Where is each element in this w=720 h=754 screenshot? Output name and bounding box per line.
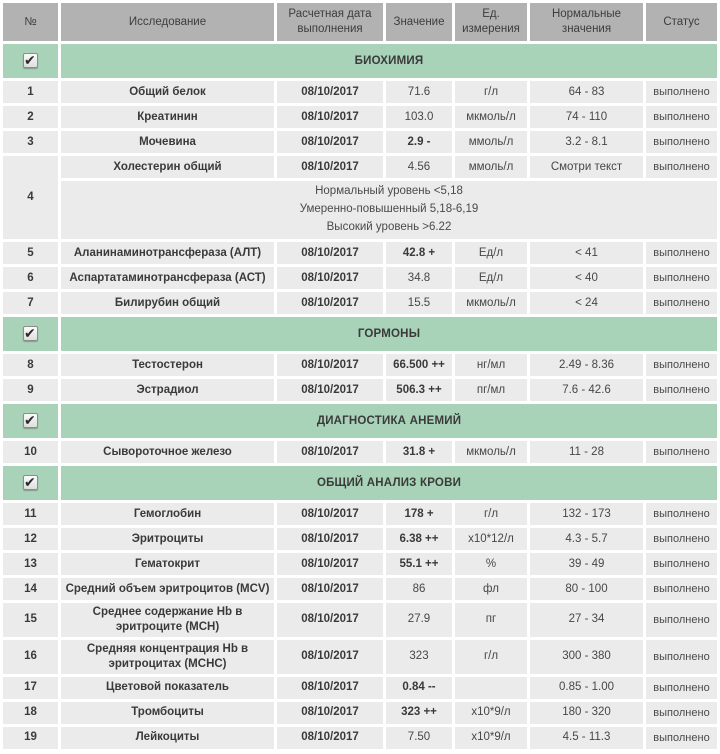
table-row xyxy=(3,379,717,401)
section-checkbox[interactable] xyxy=(23,475,38,490)
status-label: выполнено xyxy=(646,578,717,600)
status-label: выполнено xyxy=(646,354,717,376)
test-value: 7.50 xyxy=(386,727,452,749)
test-unit: % xyxy=(455,553,527,575)
status-label: выполнено xyxy=(646,503,717,525)
test-value: 42.8 + xyxy=(386,242,452,264)
test-name: Эстрадиол xyxy=(61,379,274,401)
section-checkbox-cell xyxy=(3,404,58,438)
table-row xyxy=(3,578,717,600)
normal-range: 0.85 - 1.00 xyxy=(530,677,643,699)
test-value: 66.500 ++ xyxy=(386,354,452,376)
row-number: 7 xyxy=(3,292,58,314)
col-header-normal: Нормальные значения xyxy=(530,3,643,41)
row-number: 10 xyxy=(3,441,58,463)
test-unit: фл xyxy=(455,578,527,600)
table-row xyxy=(3,702,717,724)
checkmark-icon: ✔ xyxy=(24,325,36,342)
status-label: выполнено xyxy=(646,702,717,724)
test-value: 178 + xyxy=(386,503,452,525)
table-row xyxy=(3,528,717,550)
test-name: Мочевина xyxy=(61,131,274,153)
test-value: 27.9 xyxy=(386,603,452,637)
normal-range: Смотри текст xyxy=(530,156,643,178)
normal-range: 74 - 110 xyxy=(530,106,643,128)
row-number: 14 xyxy=(3,578,58,600)
test-unit: мкмоль/л xyxy=(455,441,527,463)
test-value: 0.84 -- xyxy=(386,677,452,699)
test-name: Эритроциты xyxy=(61,528,274,550)
table-row xyxy=(3,727,717,749)
test-name: Билирубин общий xyxy=(61,292,274,314)
test-unit: ммоль/л xyxy=(455,156,527,178)
test-date: 08/10/2017 xyxy=(277,379,383,401)
test-value: 31.8 + xyxy=(386,441,452,463)
test-unit: мкмоль/л xyxy=(455,106,527,128)
checkmark-icon: ✔ xyxy=(24,412,36,429)
test-unit: x10*9/л xyxy=(455,727,527,749)
normal-range: 300 - 380 xyxy=(530,640,643,674)
row-number: 6 xyxy=(3,267,58,289)
test-date: 08/10/2017 xyxy=(277,156,383,178)
normal-range: 7.6 - 42.6 xyxy=(530,379,643,401)
row-number: 8 xyxy=(3,354,58,376)
status-label: выполнено xyxy=(646,640,717,674)
status-label: выполнено xyxy=(646,379,717,401)
test-date: 08/10/2017 xyxy=(277,267,383,289)
col-header-num: № xyxy=(3,3,58,41)
test-unit: мкмоль/л xyxy=(455,292,527,314)
row-number: 15 xyxy=(3,603,58,637)
test-date: 08/10/2017 xyxy=(277,640,383,674)
table-row xyxy=(3,131,717,153)
test-name: Среднее содержание Hb в эритроците (MCH) xyxy=(61,603,274,637)
test-value: 55.1 ++ xyxy=(386,553,452,575)
status-label: выполнено xyxy=(646,156,717,178)
test-name: Холестерин общий xyxy=(61,156,274,178)
normal-range: 132 - 173 xyxy=(530,503,643,525)
test-date: 08/10/2017 xyxy=(277,131,383,153)
test-name: Средняя концентрация Hb в эритроцитах (MCHC) xyxy=(61,640,274,674)
status-label: выполнено xyxy=(646,528,717,550)
test-unit: пг/мл xyxy=(455,379,527,401)
test-unit: г/л xyxy=(455,503,527,525)
normal-range: 11 - 28 xyxy=(530,441,643,463)
test-unit: x10*9/л xyxy=(455,702,527,724)
section-checkbox[interactable] xyxy=(23,326,38,341)
status-label: выполнено xyxy=(646,677,717,699)
test-value: 86 xyxy=(386,578,452,600)
test-unit: Ед/л xyxy=(455,242,527,264)
test-name: Аспартатаминотрансфераза (АСТ) xyxy=(61,267,274,289)
status-label: выполнено xyxy=(646,603,717,637)
table-row xyxy=(3,106,717,128)
section-title: ОБЩИЙ АНАЛИЗ КРОВИ xyxy=(61,466,717,500)
test-date: 08/10/2017 xyxy=(277,106,383,128)
test-name: Гематокрит xyxy=(61,553,274,575)
status-label: выполнено xyxy=(646,131,717,153)
row-number: 2 xyxy=(3,106,58,128)
test-value: 6.38 ++ xyxy=(386,528,452,550)
test-value: 323 xyxy=(386,640,452,674)
normal-range: < 41 xyxy=(530,242,643,264)
row-number: 16 xyxy=(3,640,58,674)
normal-range: 4.3 - 5.7 xyxy=(530,528,643,550)
test-unit xyxy=(455,677,527,699)
col-header-unit: Ед. измерения xyxy=(455,3,527,41)
note-line: Высокий уровень >6.22 xyxy=(326,220,452,233)
row-number: 12 xyxy=(3,528,58,550)
section-title: БИОХИМИЯ xyxy=(61,44,717,78)
col-header-status: Статус xyxy=(646,3,717,41)
test-date: 08/10/2017 xyxy=(277,503,383,525)
table-row xyxy=(3,156,717,178)
test-date: 08/10/2017 xyxy=(277,578,383,600)
test-value: 323 ++ xyxy=(386,702,452,724)
row-number: 11 xyxy=(3,503,58,525)
row-number: 3 xyxy=(3,131,58,153)
test-name: Сывороточное железо xyxy=(61,441,274,463)
test-date: 08/10/2017 xyxy=(277,677,383,699)
table-row xyxy=(3,242,717,264)
status-label: выполнено xyxy=(646,727,717,749)
row-number: 4 xyxy=(3,156,58,239)
status-label: выполнено xyxy=(646,242,717,264)
section-checkbox-cell xyxy=(3,44,58,78)
table-row xyxy=(3,640,717,674)
normal-range: < 40 xyxy=(530,267,643,289)
section-row xyxy=(3,466,717,500)
row-number: 18 xyxy=(3,702,58,724)
test-value: 34.8 xyxy=(386,267,452,289)
test-unit: г/л xyxy=(455,640,527,674)
col-header-date: Расчетная дата выполнения xyxy=(277,3,383,41)
status-label: выполнено xyxy=(646,81,717,103)
test-date: 08/10/2017 xyxy=(277,727,383,749)
normal-range: 80 - 100 xyxy=(530,578,643,600)
test-value: 2.9 - xyxy=(386,131,452,153)
table-row xyxy=(3,553,717,575)
section-row xyxy=(3,317,717,351)
test-name: Лейкоциты xyxy=(61,727,274,749)
table-row xyxy=(3,603,717,637)
test-unit: x10*12/л xyxy=(455,528,527,550)
normal-range: 27 - 34 xyxy=(530,603,643,637)
test-name: Тромбоциты xyxy=(61,702,274,724)
table-row xyxy=(3,354,717,376)
test-unit: Ед/л xyxy=(455,267,527,289)
section-row xyxy=(3,404,717,438)
normal-range: < 24 xyxy=(530,292,643,314)
section-title: ДИАГНОСТИКА АНЕМИЙ xyxy=(61,404,717,438)
row-number: 9 xyxy=(3,379,58,401)
test-date: 08/10/2017 xyxy=(277,528,383,550)
status-label: выполнено xyxy=(646,292,717,314)
table-row xyxy=(3,292,717,314)
test-date: 08/10/2017 xyxy=(277,603,383,637)
row-number: 17 xyxy=(3,677,58,699)
test-name: Средний объем эритроцитов (MCV) xyxy=(61,578,274,600)
test-date: 08/10/2017 xyxy=(277,702,383,724)
table-header xyxy=(3,3,717,41)
table-row xyxy=(3,677,717,699)
test-date: 08/10/2017 xyxy=(277,81,383,103)
test-date: 08/10/2017 xyxy=(277,292,383,314)
row-number: 19 xyxy=(3,727,58,749)
test-unit: нг/мл xyxy=(455,354,527,376)
section-checkbox-cell xyxy=(3,466,58,500)
test-value: 506.3 ++ xyxy=(386,379,452,401)
section-row xyxy=(3,44,717,78)
section-checkbox-cell xyxy=(3,317,58,351)
normal-range: 64 - 83 xyxy=(530,81,643,103)
test-date: 08/10/2017 xyxy=(277,242,383,264)
col-header-test: Исследование xyxy=(61,3,274,41)
row-number: 1 xyxy=(3,81,58,103)
test-unit: г/л xyxy=(455,81,527,103)
col-header-value: Значение xyxy=(386,3,452,41)
table-row xyxy=(3,503,717,525)
checkmark-icon: ✔ xyxy=(24,52,36,69)
status-label: выполнено xyxy=(646,553,717,575)
note-line: Умеренно-повышенный 5,18-6,19 xyxy=(299,203,479,216)
test-name: Общий белок xyxy=(61,81,274,103)
test-date: 08/10/2017 xyxy=(277,553,383,575)
row-number: 13 xyxy=(3,553,58,575)
note-row xyxy=(3,181,717,239)
section-checkbox[interactable] xyxy=(23,53,38,68)
row-number: 5 xyxy=(3,242,58,264)
test-unit: пг xyxy=(455,603,527,637)
test-name: Аланинаминотрансфераза (АЛТ) xyxy=(61,242,274,264)
test-value: 103.0 xyxy=(386,106,452,128)
normal-range: 3.2 - 8.1 xyxy=(530,131,643,153)
test-name: Цветовой показатель xyxy=(61,677,274,699)
test-name: Креатинин xyxy=(61,106,274,128)
status-label: выполнено xyxy=(646,441,717,463)
note-line: Нормальный уровень <5,18 xyxy=(315,185,463,198)
test-value: 71.6 xyxy=(386,81,452,103)
table-row xyxy=(3,441,717,463)
test-value: 4.56 xyxy=(386,156,452,178)
status-label: выполнено xyxy=(646,106,717,128)
checkmark-icon: ✔ xyxy=(24,474,36,491)
section-checkbox[interactable] xyxy=(23,413,38,428)
note-text xyxy=(61,181,717,239)
normal-range: 180 - 320 xyxy=(530,702,643,724)
test-unit: ммоль/л xyxy=(455,131,527,153)
table-row xyxy=(3,81,717,103)
test-date: 08/10/2017 xyxy=(277,354,383,376)
test-name: Тестостерон xyxy=(61,354,274,376)
test-value: 15.5 xyxy=(386,292,452,314)
normal-range: 4.5 - 11.3 xyxy=(530,727,643,749)
status-label: выполнено xyxy=(646,267,717,289)
normal-range: 39 - 49 xyxy=(530,553,643,575)
table-row xyxy=(3,267,717,289)
section-title: ГОРМОНЫ xyxy=(61,317,717,351)
test-date: 08/10/2017 xyxy=(277,441,383,463)
test-name: Гемоглобин xyxy=(61,503,274,525)
normal-range: 2.49 - 8.36 xyxy=(530,354,643,376)
